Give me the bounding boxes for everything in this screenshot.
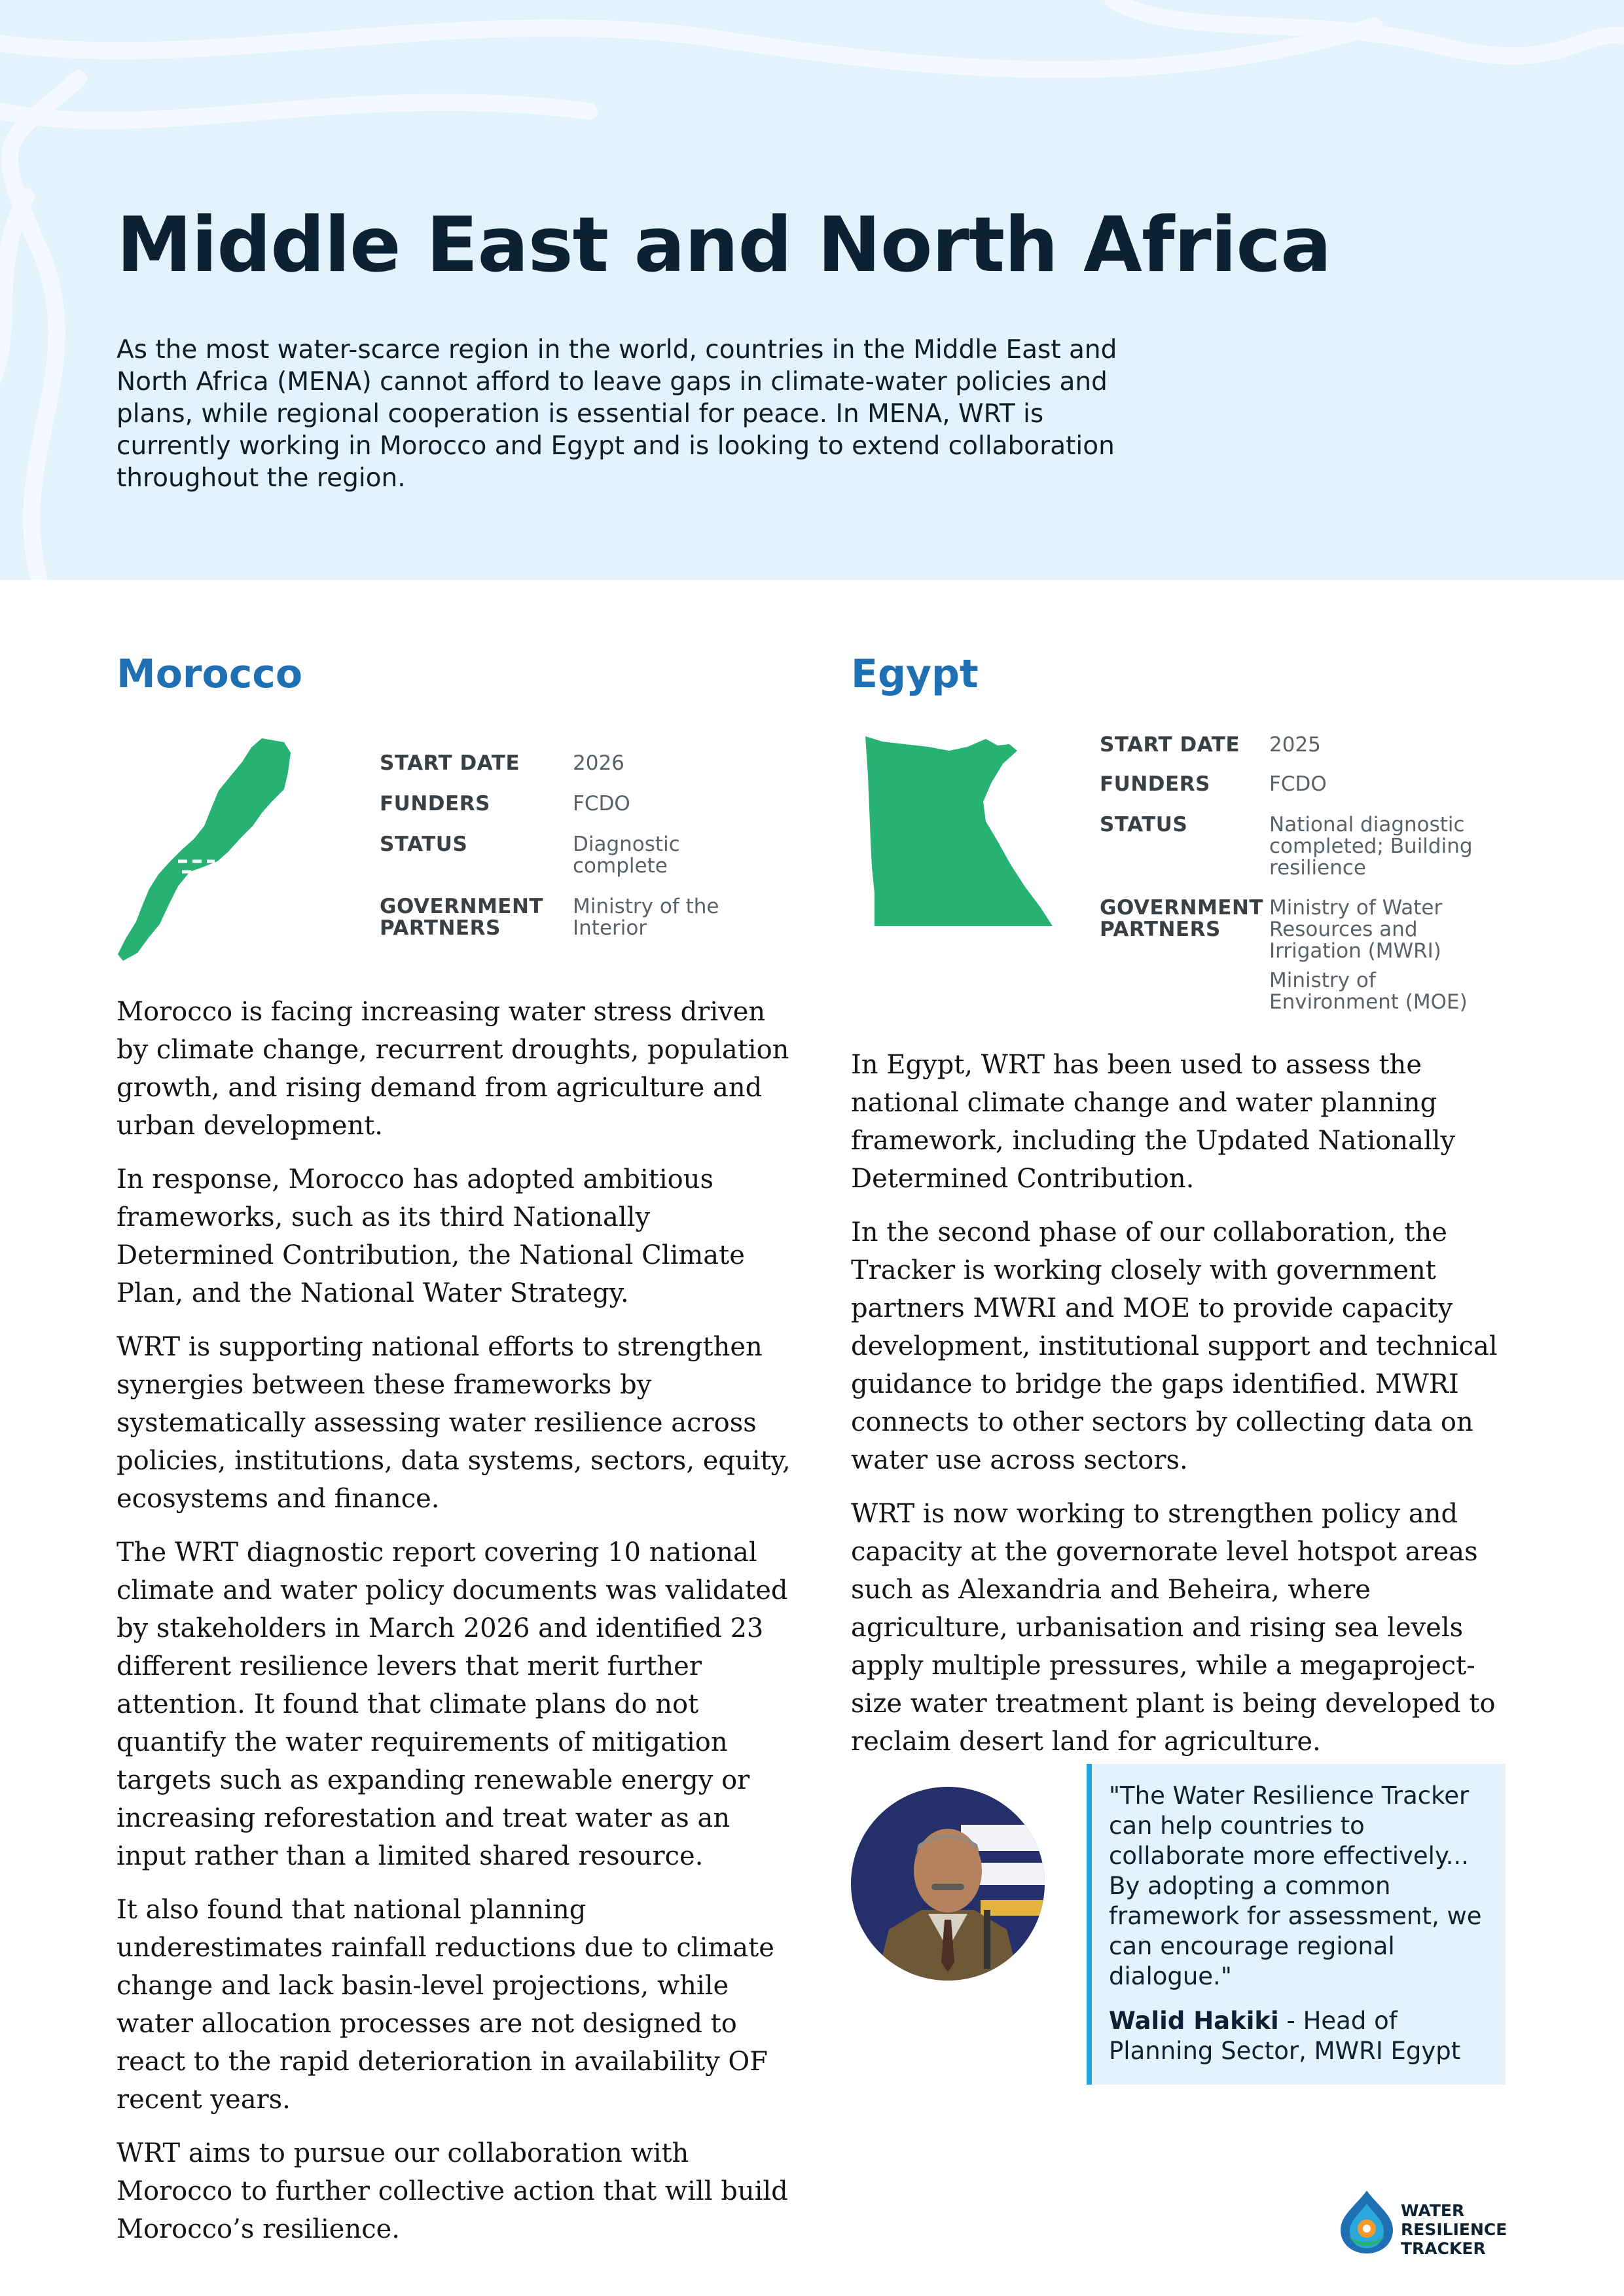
speaker-portrait	[850, 1785, 1046, 1982]
morocco-funders: FCDO	[573, 792, 630, 816]
egypt-status: National diagnostic completed; Building resilience	[1269, 813, 1473, 880]
egypt-start-date: 2025	[1269, 733, 1321, 757]
morocco-status: Diagnostic complete	[573, 833, 680, 878]
government-partners-label: GOVERNMENT PARTNERS	[1100, 896, 1264, 941]
water-resilience-tracker-logo-icon	[1335, 2189, 1398, 2255]
egypt-paragraph-3: WRT is now working to strengthen policy and capacity at the governorate level hotspot areas such as Alexandria and Beheira, where agriculture, urbanisation and rising sea levels apply multiple pressures, while a megaproject-size water treatment plant is being developed to reclaim desert land for agriculture.	[851, 1499, 1496, 1757]
egypt-funders: FCDO	[1269, 772, 1327, 796]
status-label: STATUS	[380, 833, 468, 856]
status-label: STATUS	[1100, 813, 1188, 836]
morocco-start-date: 2026	[573, 751, 624, 775]
morocco-heading: Morocco	[117, 651, 303, 697]
intro-paragraph: As the most water-scarce region in the world, countries in the Middle East and North Africa (MENA) cannot afford to leave gaps in climate-water policies and plans, while regional cooperation is essential for peace. In MENA, WRT is currently working in Morocco and Egypt and is looking to extend collaboration throughout the region.	[117, 335, 1117, 493]
egypt-paragraph-2: In the second phase of our collaboration, the Tracker is working closely with government partners MWRI and MOE to provide capacity development, institutional support and technical guidance to bridge the gaps identified. MWRI connects to other sectors by collecting data on water use across sectors.	[851, 1217, 1498, 1475]
morocco-facts-table	[380, 753, 743, 939]
logo-line-3: TRACKER	[1401, 2239, 1486, 2258]
logo-line-2: RESILIENCE	[1401, 2220, 1507, 2239]
quote-speaker-role: - Head of Planning Sector, MWRI Egypt	[1109, 2007, 1461, 2065]
hero-banner	[0, 0, 1624, 580]
morocco-map-icon	[113, 733, 322, 969]
morocco-paragraph-3: WRT is supporting national efforts to strengthen synergies between these frameworks by systematically assessing water resilience across policies, institutions, data systems, sectors, equity, ecosystems and finance.	[117, 1332, 791, 1514]
morocco-paragraph-2: In response, Morocco has adopted ambitious frameworks, such as its third Nationally Determined Contribution, the National Climate Plan, and the National Water Strategy.	[117, 1164, 745, 1308]
logo-wordmark	[1401, 2201, 1507, 2258]
egypt-facts-table	[1100, 734, 1498, 1013]
morocco-paragraph-5: It also found that national planning underestimates rainfall reductions due to climate change and lack basin-level projections, while water allocation processes are not designed to react to the rapid deterioration in availability OF recent years.	[117, 1895, 774, 2115]
quote-speaker-name: Walid Hakiki	[1109, 2007, 1279, 2035]
morocco-body	[117, 993, 797, 2264]
egypt-map-icon	[863, 736, 1059, 926]
egypt-partner-moe: Ministry of Environment (MOE)	[1269, 969, 1468, 1014]
start-date-label: START DATE	[1100, 733, 1240, 757]
egypt-heading: Egypt	[851, 651, 979, 697]
egypt-body	[851, 1046, 1519, 1776]
egypt-section	[851, 648, 1525, 700]
government-partners-label: GOVERNMENT PARTNERS	[380, 895, 544, 940]
morocco-paragraph-4: The WRT diagnostic report covering 10 national climate and water policy documents was validated by stakeholders in March 2026 and identified 23 different resilience levers that merit further attention. It found that climate plans do not quantify the water requirements of mitigation targets such as expanding renewable energy or increasing reforestation and treat water as an input rather than a limited shared resource.	[117, 1537, 788, 1871]
egypt-paragraph-1: In Egypt, WRT has been used to assess the national climate change and water planning framework, including the Updated Nationally Determined Contribution.	[851, 1050, 1456, 1194]
page-title: Middle East and North Africa	[117, 201, 1331, 289]
morocco-paragraph-6: WRT aims to pursue our collaboration with Morocco to further collective action that will build Morocco’s resilience.	[117, 2138, 788, 2244]
egypt-partner-mwri: Ministry of Water Resources and Irrigation (MWRI)	[1269, 896, 1443, 963]
quote-text: "The Water Resilience Tracker can help countries to collaborate more effectively... By adopting a common framework for assessment, we can encourage regional dialogue."	[1109, 1782, 1482, 1990]
start-date-label: START DATE	[380, 751, 520, 775]
quote-callout	[1087, 1764, 1506, 2085]
funders-label: FUNDERS	[380, 792, 490, 816]
quote-attribution	[1109, 2006, 1489, 2066]
morocco-section	[117, 648, 791, 700]
logo-line-1: WATER	[1401, 2201, 1465, 2220]
funders-label: FUNDERS	[1100, 772, 1210, 796]
morocco-partner: Ministry of the Interior	[573, 895, 719, 940]
morocco-paragraph-1: Morocco is facing increasing water stress driven by climate change, recurrent droughts, population growth, and rising demand from agriculture and urban development.	[117, 997, 789, 1141]
